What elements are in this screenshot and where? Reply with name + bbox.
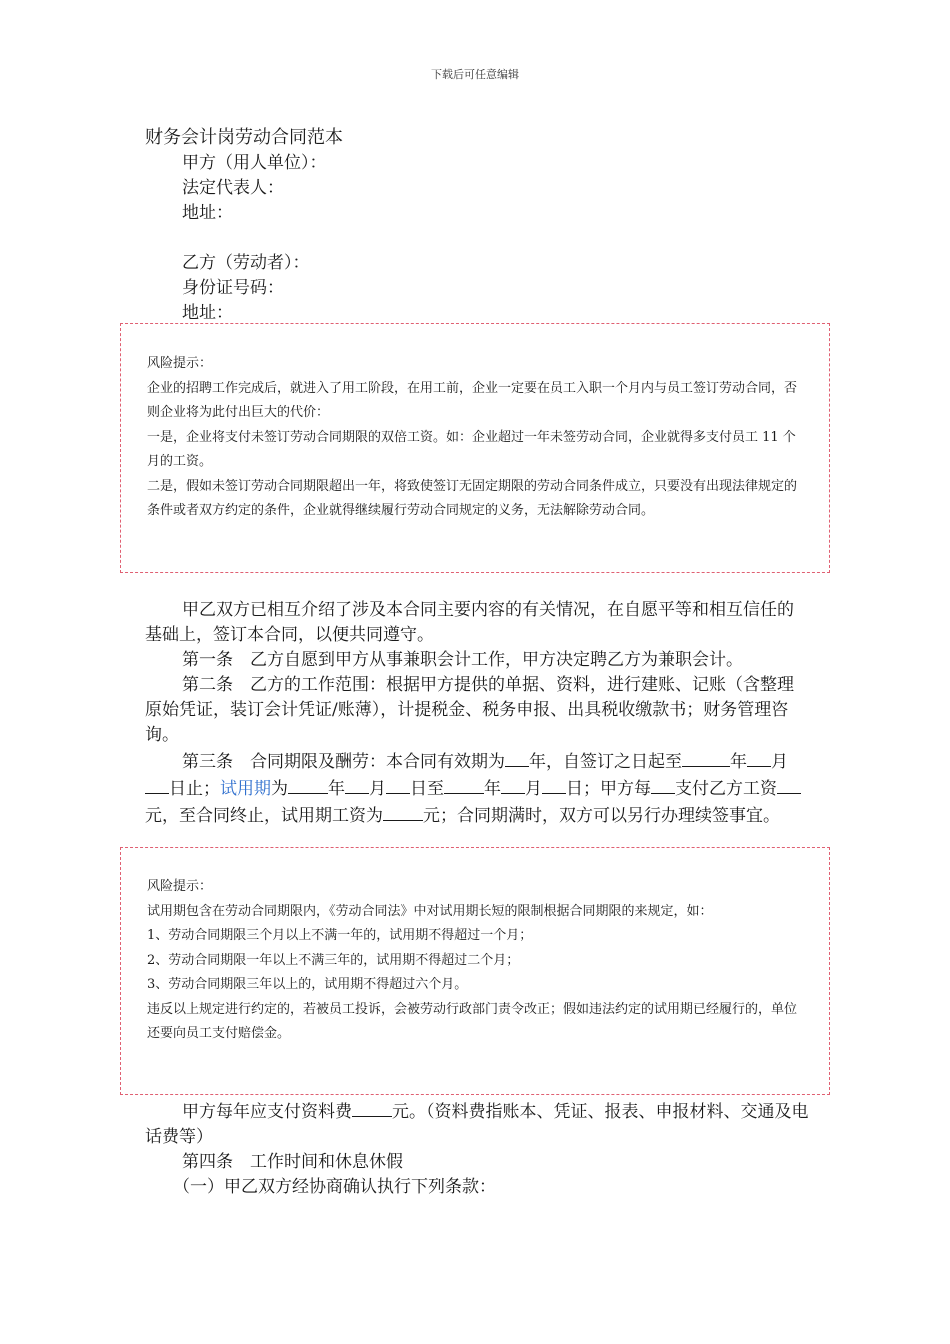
risk-notice-paragraph: 企业的招聘工作完成后，就进入了用工阶段，在用工前，企业一定要在员工入职一个月内与员工签订劳动合同，否则企业将为此付出巨大的代价： [147, 380, 798, 420]
fee-text: 元。（资料费指账本、凭证、报表、申报材料、交通及电话费等） [145, 1102, 809, 1147]
article-3-text: 年 [328, 779, 345, 799]
fill-blank[interactable] [444, 775, 484, 794]
probation-link[interactable]: 试用期 [220, 779, 271, 799]
risk-notice-list-item: 3、劳动合同期限三年以上的，试用期不得超过六个月。 [147, 977, 468, 992]
risk-notice-paragraph: 试用期包含在劳动合同期限内，《劳动合同法》中对试用期长短的限制根据合同期限的来规定，如： [147, 903, 713, 919]
article-3-text: 日止； [169, 779, 220, 799]
party-b-id-label: 身份证号码： [182, 278, 284, 298]
party-b-name-label: 乙方（劳动者）： [182, 253, 310, 273]
contract-body-continued [145, 1098, 810, 1200]
risk-notice-list-item: 1、劳动合同期限三个月以上不满一年的，试用期不得超过一个月； [147, 928, 533, 943]
article-3-text: 日；甲方每 [566, 779, 651, 799]
fill-blank[interactable] [386, 775, 410, 794]
article-3-text: 元；合同期满时，双方可以另行办理续签事宜。 [423, 806, 780, 826]
article-3-text: 年 [484, 779, 501, 799]
fill-blank[interactable] [542, 775, 566, 794]
party-a-address-label: 地址： [182, 203, 233, 223]
article-3-text: 月 [369, 779, 386, 799]
fill-blank[interactable] [288, 775, 328, 794]
article-4-heading: 第四条 工作时间和休息休假 [182, 1152, 403, 1172]
fill-blank[interactable] [651, 775, 675, 794]
fill-blank[interactable] [345, 775, 369, 794]
contract-body [145, 598, 810, 829]
article-3-text: 月 [771, 752, 788, 772]
party-a-name-label: 甲方（用人单位）： [182, 153, 327, 173]
article-3 [145, 748, 810, 829]
page-header-note: 下载后可任意编辑 [431, 68, 519, 81]
risk-notice-paragraph: 二是，假如未签订劳动合同期限超出一年，将致使签订无固定期限的劳动合同条件成立，只要没有出现法律规定的条件或者双方约定的条件，企业就得继续履行劳动合同规定的义务，无法解除劳动合同。 [147, 478, 798, 518]
party-a-representative-label: 法定代表人： [182, 178, 284, 198]
article-3-text: 元，至合同终止，试用期工资为 [145, 806, 383, 826]
fill-blank[interactable] [501, 775, 525, 794]
risk-notice-paragraph: 违反以上规定进行约定的，若被员工投诉，会被劳动行政部门责令改正；假如违法约定的试用期已经履行的，单位还要向员工支付赔偿金。 [147, 1001, 798, 1041]
fill-blank[interactable] [682, 748, 730, 767]
article-3-text: 年，自签订之日起至 [529, 752, 682, 772]
party-b-address-label: 地址： [182, 303, 233, 323]
fill-blank[interactable] [747, 748, 771, 767]
risk-notice-heading: 风险提示： [147, 879, 213, 894]
article-3-text: 支付乙方工资 [675, 779, 777, 799]
article-2: 第二条 乙方的工作范围：根据甲方提供的单据、资料，进行建账、记账（含整理原始凭证，装订会计凭证/账薄），计提税金、税务申报、出具税收缴款书；财务管理咨询。 [145, 675, 794, 745]
article-3-text: 年 [730, 752, 747, 772]
fill-blank[interactable] [777, 775, 801, 794]
article-3-text: 日至 [410, 779, 444, 799]
risk-notice-box-1 [120, 323, 830, 573]
spacer [145, 226, 810, 251]
risk-notice-heading: 风险提示： [147, 356, 213, 371]
article-1: 第一条 乙方自愿到甲方从事兼职会计工作，甲方决定聘乙方为兼职会计。 [182, 650, 743, 670]
article-3-text: 为 [271, 779, 288, 799]
fill-blank[interactable] [145, 775, 169, 794]
document-title: 财务会计岗劳动合同范本 [145, 127, 343, 148]
risk-notice-list-item: 2、劳动合同期限一年以上不满三年的，试用期不得超过二个月； [147, 952, 520, 968]
risk-notice-paragraph: 一是，企业将支付未签订劳动合同期限的双倍工资。如：企业超过一年未签劳动合同，企业就得多支付员工 11 个月的工资。 [147, 429, 796, 469]
article-3-text: 第三条 合同期限及酬劳：本合同有效期为 [182, 752, 505, 772]
risk-notice-box-2 [120, 847, 830, 1095]
fill-blank[interactable] [352, 1098, 392, 1117]
article-3-text: 月 [525, 779, 542, 799]
fill-blank[interactable] [505, 748, 529, 767]
party-section [145, 125, 810, 326]
fee-text: 甲方每年应支付资料费 [182, 1102, 352, 1122]
fill-blank[interactable] [383, 802, 423, 821]
intro-paragraph: 甲乙双方已相互介绍了涉及本合同主要内容的有关情况，在自愿平等和相互信任的基础上，签订本合同，以便共同遵守。 [145, 600, 794, 645]
clause-1: （一）甲乙双方经协商确认执行下列条款： [173, 1177, 496, 1197]
material-fee-paragraph [145, 1098, 810, 1150]
